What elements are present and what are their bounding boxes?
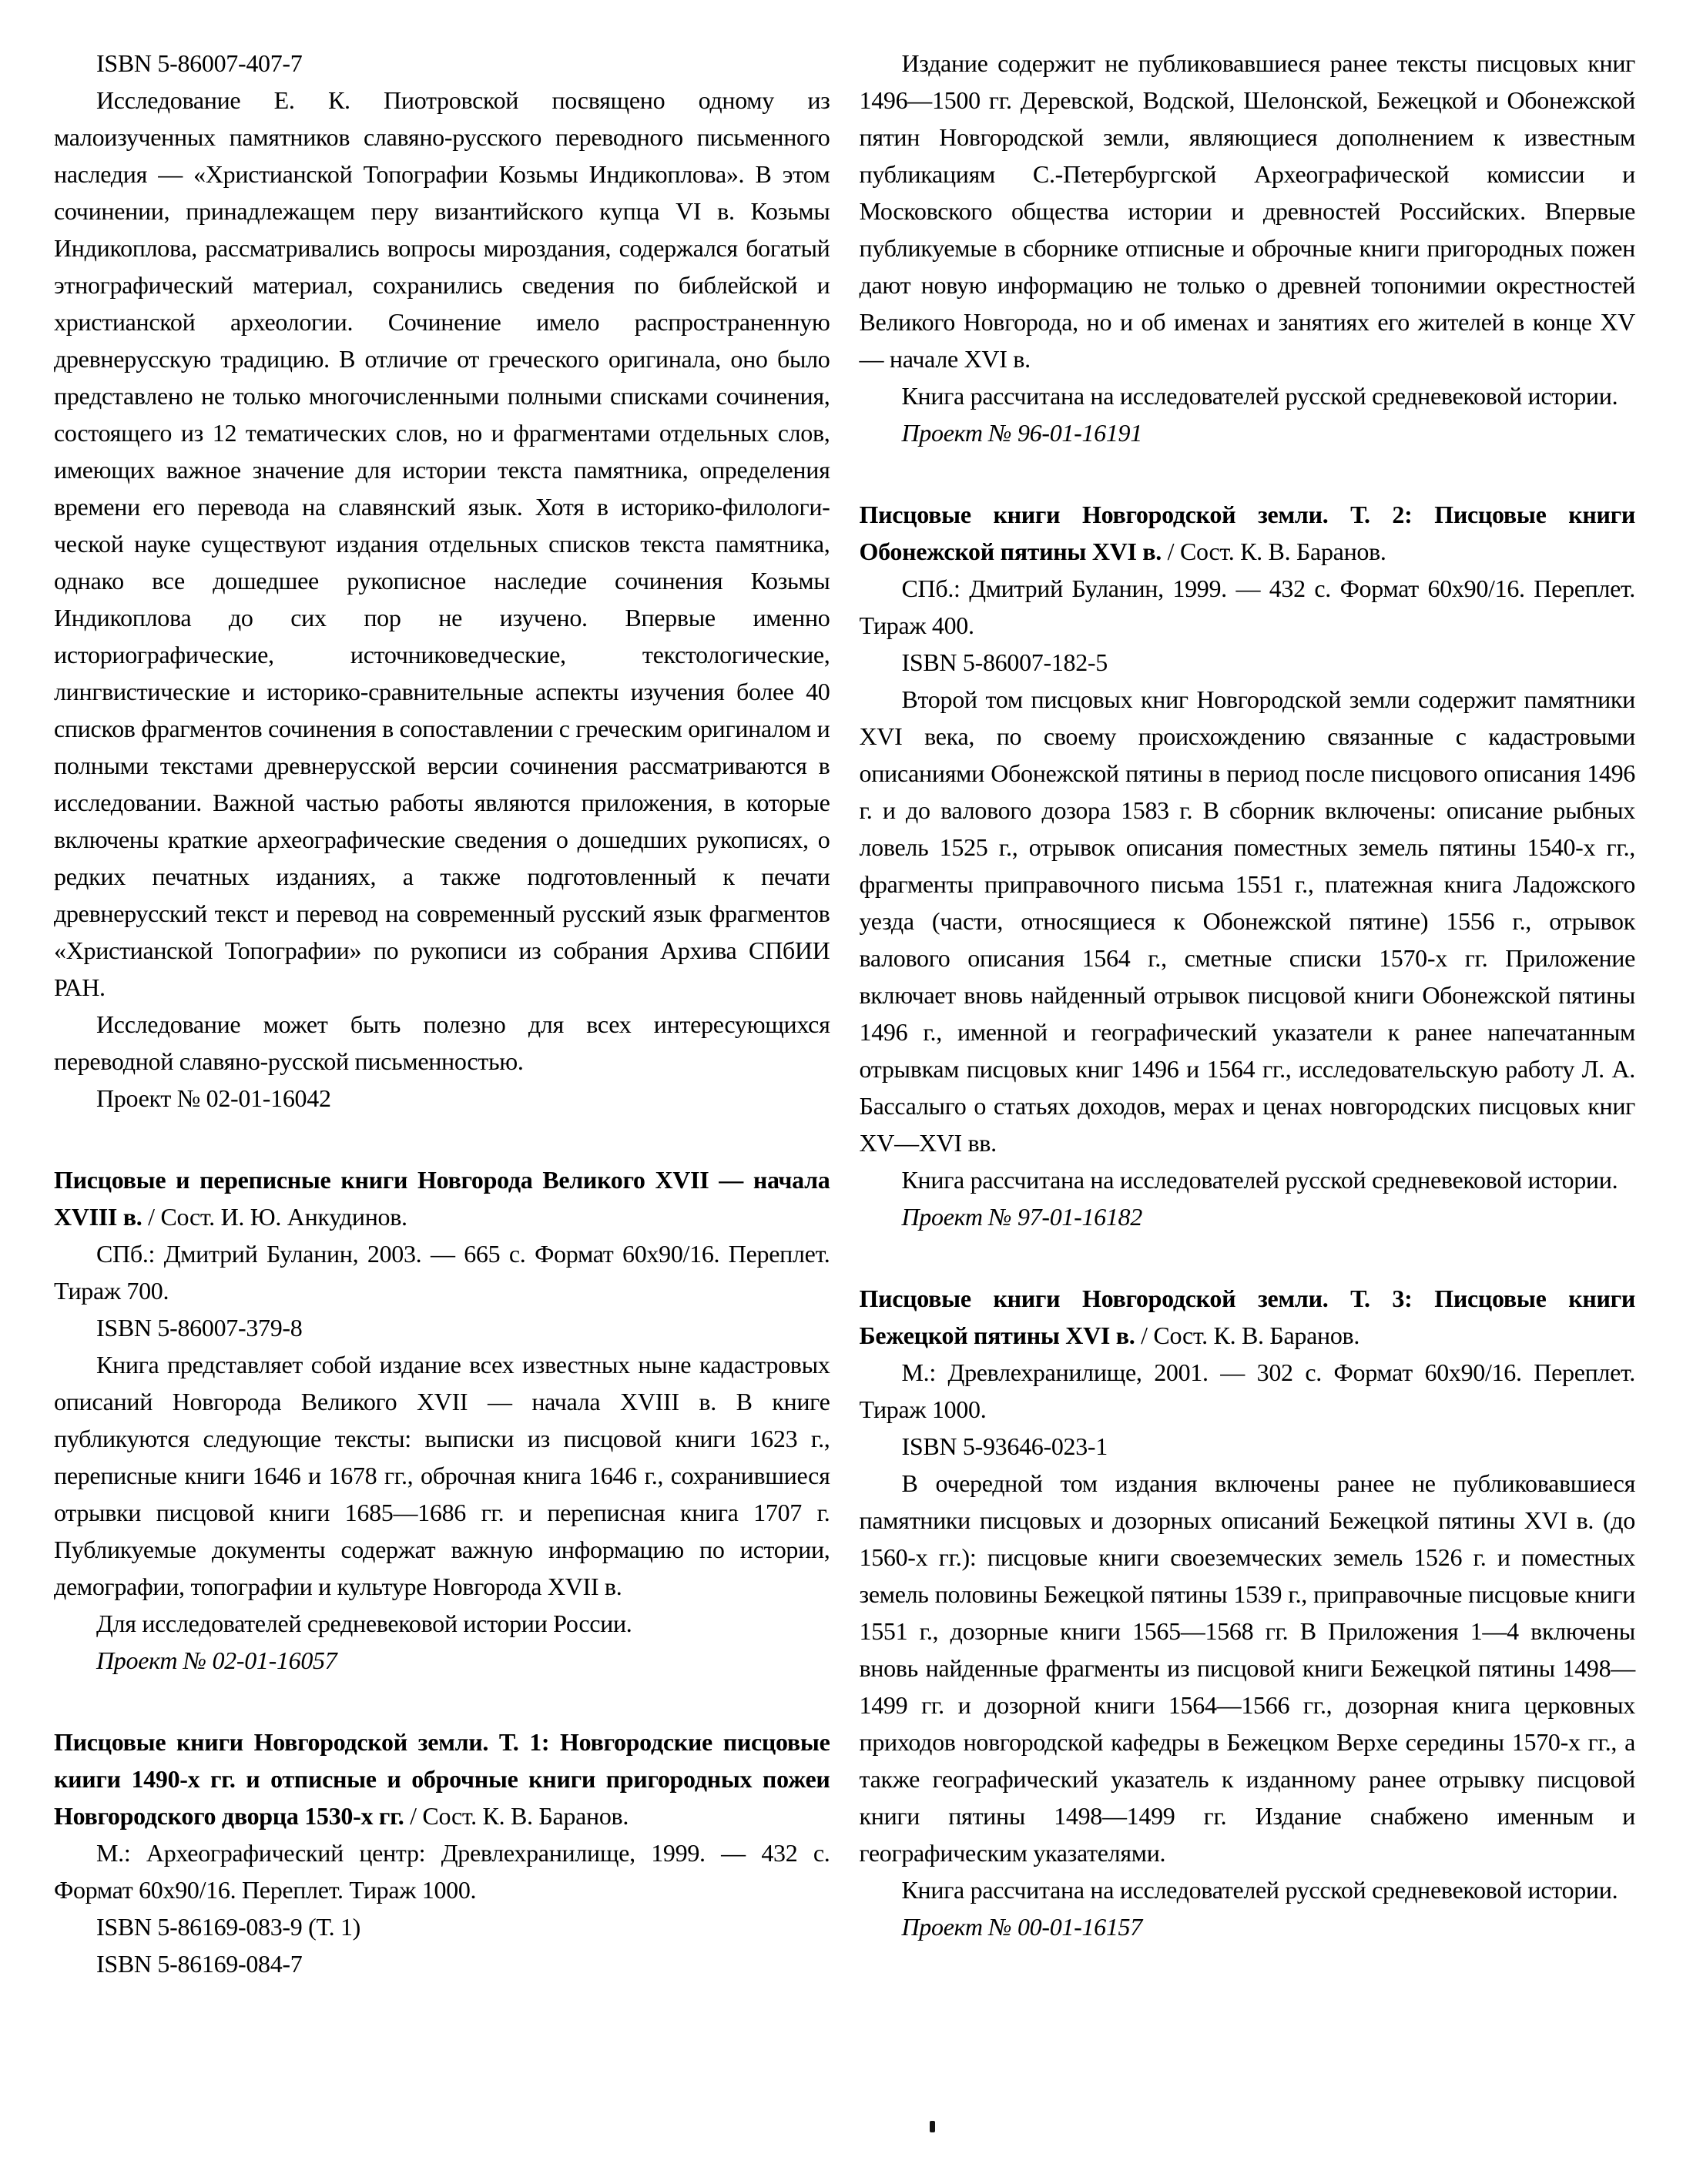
body-paragraph: Книга рассчитана на исследователей русской средневековой истории.	[901, 382, 1618, 410]
body-paragraph: Книга рассчитана на исследователей русской средневековой истории.	[901, 1876, 1618, 1904]
body-paragraph: Издание содержит не публиковавшиеся ранее тексты писцовых книг 1496—1500 гг. Деревской, Водской, Шелонской, Бежецкой и Обонежской пятин Новгородской земли, являющиеся дополнением к известным публикациям С.-Петербургской Археографической комиссии и Московского общества истории и древностей Российских. Впервые публикуемые в сборнике отписные и оброчные книги пригородных пожен дают новую информацию не только о древней топонимии окрестностей Великого Новгорода, но и об именах и занятиях его жителей в конце XV — начале XVI в.	[859, 49, 1635, 373]
entry-heading	[860, 496, 1636, 570]
body-paragraph: В очередной том издания включены ранее не публиковавшиеся памятники писцовых и дозорных описаний Бежецкой пятины XVI в. (до 1560-х гг.): писцовые книги своеземческих земель 1526 г. и поместных земель половины Бежецкой пятины 1539 г., приправочные писцовые книги 1551 г., дозорные книги 1565—1568 гг. В Приложения 1—4 включены вновь найденные фрагменты из писцовой книги Бежецкой пятины 1498—1499 гг. и дозорной книги 1564—1566 гг., дозорная книга церковных приходов новгородской кафедры в Бежецком Верхе середины 1570-х гг., а также географический указатель к изданному ранее отрывку писцовой книги пятины 1498—1499 гг. Издание снабжено именным и географическим указателями.	[859, 1469, 1635, 1867]
project-number: Проект № 02-01-16042	[96, 1084, 331, 1112]
heading-title: Писцовые книги Новгородской земли. Т. 2: Писцовые книги Обонежской пятины XVI в.	[859, 501, 1635, 565]
entry-heading	[54, 1161, 830, 1235]
imprint-line: М.: Археографический центр: Древлехранилище, 1999. — 432 с. Формат 60x90/16. Переплет. Тираж 1000.	[54, 1839, 830, 1904]
isbn-line: ISBN 5-86169-083-9 (Т. 1)	[96, 1913, 361, 1941]
isbn-line: ISBN 5-86169-084-7	[96, 1950, 303, 1978]
body-paragraph: Книга рассчитана на исследователей русской средневековой истории.	[901, 1166, 1618, 1194]
imprint-line: СПб.: Дмитрий Буланин, 2003. — 665 с. Формат 60x90/16. Переплет. Тираж 700.	[54, 1240, 830, 1305]
isbn-line: ISBN 5-86007-407-7	[96, 49, 303, 77]
heading-compiler: / Сост. К. В. Баранов.	[1161, 538, 1386, 565]
heading-compiler: / Сост. К. В. Баранов.	[404, 1802, 629, 1830]
project-number: Проект № 97-01-16182	[901, 1203, 1142, 1231]
body-paragraph: Исследование может быть полезно для всех интересующихся переводной славяно-русской письменностью.	[54, 1010, 830, 1075]
imprint-line: М.: Древлехранилище, 2001. — 302 с. Формат 60х90/16. Переплет. Тираж 1000.	[859, 1358, 1635, 1423]
imprint-line: СПб.: Дмитрий Буланин, 1999. — 432 с. Формат 60х90/16. Переплет. Тираж 400.	[859, 574, 1635, 639]
heading-title: Писцовые книги Новгородской земли. Т. 1: Новгородские писцовые кииги 1490-х гг. и отписные и оброчные книги пригородных пожеи Новгородского дворца 1530-х гг.	[54, 1728, 830, 1830]
project-number: Проект № 96-01-16191	[901, 419, 1142, 447]
body-paragraph: Для исследователей средневековой истории России.	[96, 1610, 632, 1637]
body-paragraph: Книга представляет собой издание всех известных ныне кадастровых описаний Новгорода Великого XVII — начала XVIII в. В книге публикуются следующие тексты: выписки из писцовой книги 1623 г., переписные книги 1646 и 1678 гг., оброчная книга 1646 г., сохранившиеся отрывки писцовой книги 1685—1686 гг. и переписная книга 1707 г. Публикуемые документы содержат важную информацию по истории, демографии, топографии и культуре Новгорода XVII в.	[54, 1351, 830, 1600]
entry-heading	[860, 1280, 1636, 1354]
heading-compiler: / Сост. И. Ю. Анкудинов.	[142, 1203, 407, 1231]
left-column	[54, 45, 830, 2161]
ink-speck-artifact	[930, 2121, 935, 2132]
isbn-line: ISBN 5-93646-023-1	[901, 1432, 1108, 1460]
body-paragraph: Второй том писцовых книг Новгородской земли содержит памятники XVI века, по своему происхождению связанные с кадастровыми описаниями Обонежской пятины в период после писцового описания 1496 г. и до валового дозора 1583 г. В сборник включены: описание рыбных ловель 1525 г., отрывок описания поместных земель пятины 1540-х гг., фрагменты приправочного письма 1551 г., платежная книга Ладожского уезда (части, относящиеся к Обонежской пятине) 1556 г., отрывок валового описания 1564 г., сметные списки 1570-х гг. Приложение включает вновь найденный отрывок писцовой книги Обонежской пятины 1496 г., именной и географический указатели к ранее напечатанным отрывкам писцовых книг 1496 и 1564 гг., исследовательскую работу Л. А. Бассалыго о статьях доходов, мерах и ценах новгородских писцовых книг XV—XVI вв.	[859, 685, 1635, 1157]
project-number: Проект № 00-01-16157	[901, 1913, 1142, 1941]
project-number: Проект № 02-01-16057	[96, 1646, 337, 1674]
heading-compiler: / Сост. К. В. Баранов.	[1135, 1321, 1360, 1349]
body-paragraph: Исследование Е. К. Пиотровской посвящено одному из малоизученных памятников славяно-русского переводного письменного наследия — «Христианской Топографии Козьмы Индикоплова». В этом сочинении, принадлежащем перу византийского купца VI в. Козьмы Индикоплова, рассматривались вопросы мироздания, содержался богатый этнографический материал, сохранились сведения по библейской и христианской археологии. Сочинение имело распространенную древнерусскую традицию. В отличие от греческого оригинала, оно было представлено не только многочисленными полными списками сочинения, состоящего из 12 тематических слов, но и фрагментами отдельных слов, имеющих важное значение для истории текста памятника, определения времени его перевода на славянский язык. Хотя в историко-филологи-ческой науке существуют издания отдельных списков текста памятника, однако все дошедшее рукописное наследие сочинения Козьмы Индикоплова до сих пор не изучено. Впервые именно историографические, источниковедческие, текстологические, лингвистические и историко-сравнительные аспекты изучения более 40 списков фрагментов сочинения в сопоставлении с греческим оригиналом и полными текстами древнерусской версии сочинения рассматриваются в исследовании. Важной частью работы являются приложения, в которые включены краткие археографические сведения о дошедших рукописях, о редких печатных изданиях, а также подготовленный к печати древнерусский текст и перевод на современный русский язык фрагментов «Христианской Топографии» по рукописи из собрания Архива СПбИИ РАН.	[54, 86, 830, 1001]
heading-title: Писцовые и переписные книги Новгорода Великого XVII — начала XVIII в.	[54, 1166, 830, 1231]
isbn-line: ISBN 5-86007-182-5	[901, 648, 1108, 676]
entry-heading	[54, 1723, 830, 1834]
heading-title: Писцовые книги Новгородской земли. Т. 3: Писцовые книги Бежецкой пятины XVI в.	[859, 1285, 1635, 1349]
right-column	[860, 45, 1636, 2161]
isbn-line: ISBN 5-86007-379-8	[96, 1314, 303, 1342]
